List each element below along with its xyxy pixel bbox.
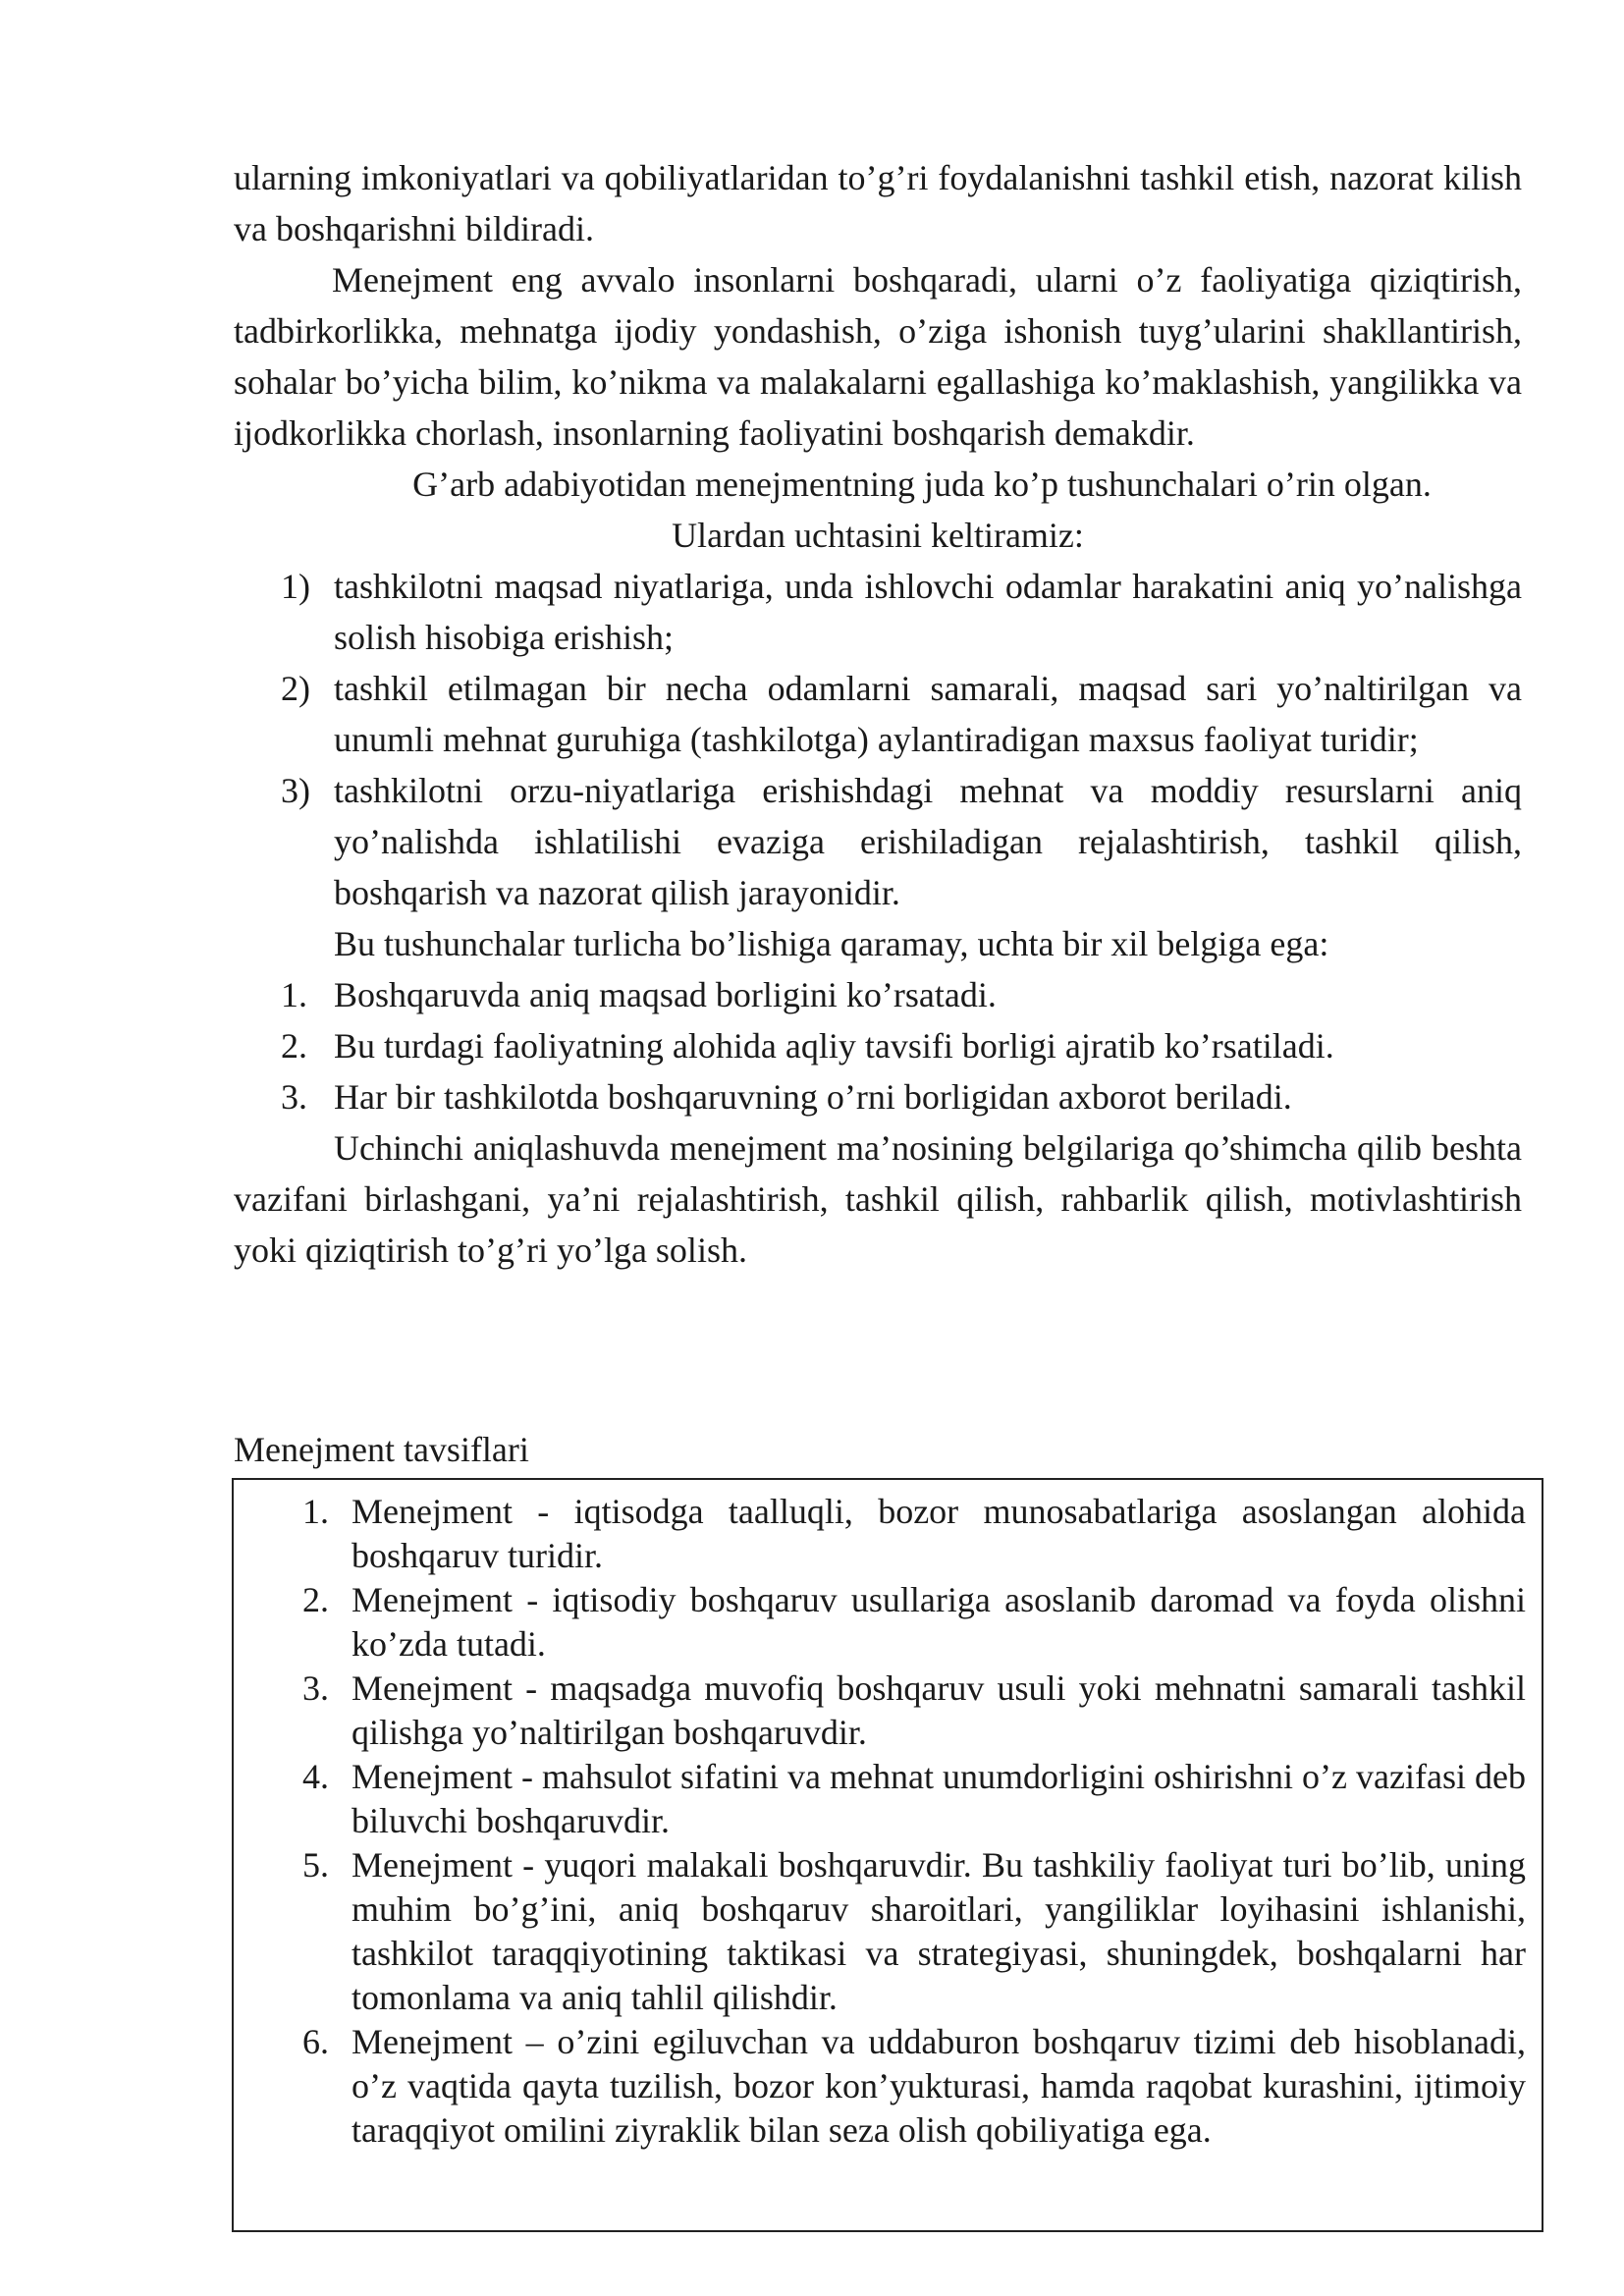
list-text: Menejment - iqtisodiy boshqaruv usullariga asoslanib daromad va foyda olishni ko’zda tutadi.: [352, 1580, 1526, 1664]
list-text: tashkilotni maqsad niyatlariga, unda ishlovchi odamlar harakatini aniq yo’nalishga solish hisobiga erishish;: [334, 567, 1522, 657]
box-list-item: [302, 1755, 1526, 1843]
definitions-list: [234, 561, 1522, 918]
list-text: Menejment - maqsadga muvofiq boshqaruv usuli yoki mehnatni samarali tashkil qilishga yo’naltirilgan boshqaruvdir.: [352, 1668, 1526, 1752]
box-list: [302, 1490, 1526, 2153]
bordered-box: [232, 1478, 1543, 2232]
list-text: Bu turdagi faoliyatning alohida aqliy tavsifi borligi ajratib ko’rsatiladi.: [334, 1026, 1334, 1066]
summary-intro: Bu tushunchalar turlicha bo’lishiga qaramay, uchta bir xil belgiga ega:: [334, 924, 1329, 963]
list-number: 1.: [281, 975, 307, 1014]
features-list: [234, 969, 1522, 1122]
list-number: 1): [281, 567, 310, 606]
list-number: 3.: [302, 1668, 329, 1708]
list-item: [234, 663, 1522, 765]
list-number: 1.: [302, 1492, 329, 1531]
list-item: [234, 1020, 1522, 1071]
list-number: 2): [281, 669, 310, 708]
box-list-item: [302, 1490, 1526, 1578]
list-number: 4.: [302, 1757, 329, 1796]
box-heading: Menejment tavsiflari: [234, 1430, 529, 1469]
list-item: [234, 1071, 1522, 1122]
main-text: [234, 152, 1522, 1276]
box-list-item: [302, 1578, 1526, 1667]
box-list-item: [302, 2020, 1526, 2153]
paragraph-closing: Uchinchi aniqlashuvda menejment ma’nosining belgilariga qo’shimcha qilib beshta vazifani birlashgani, ya’ni rejalashtirish, tashkil qilish, rahbarlik qilish, motivlashtirish yoki qiziqtirish to’g’ri yo’lga solish.: [234, 1128, 1522, 1270]
list-number: 3.: [281, 1077, 307, 1117]
list-item: [234, 561, 1522, 663]
list-number: 3): [281, 771, 310, 810]
paragraph-menejment: Menejment eng avvalo insonlarni boshqaradi, ularni o’z faoliyatiga qiziqtirish, tadbirkorlikka, mehnatga ijodiy yondashish, o’ziga ishonish tuyg’ularini shakllantirish, sohalar bo’yicha bilim, ko’nikma va malakalarni egallashiga ko’maklashish, yangilikka va ijodkorlikka chorlash, insonlarning faoliyatini boshqarish demakdir.: [234, 260, 1522, 453]
list-number: 5.: [302, 1845, 329, 1885]
list-item: [234, 969, 1522, 1020]
list-number: 6.: [302, 2022, 329, 2061]
centered-line-2: Ulardan uchtasini keltiramiz:: [672, 516, 1084, 555]
list-number: 2.: [281, 1026, 307, 1066]
box-list-item: [302, 1843, 1526, 2020]
list-item: [234, 765, 1522, 918]
list-text: tashkil etilmagan bir necha odamlarni samarali, maqsad sari yo’naltirilgan va unumli mehnat guruhiga (tashkilotga) aylantiradigan maxsus faoliyat turidir;: [334, 669, 1522, 759]
list-text: tashkilotni orzu-niyatlariga erishishdagi mehnat va moddiy resurslarni aniq yo’nalishda ishlatilishi evaziga erishiladigan rejalashtirish, tashkil qilish, boshqarish va nazorat qilish jarayonidir.: [334, 771, 1522, 912]
list-number: 2.: [302, 1580, 329, 1619]
list-text: Har bir tashkilotda boshqaruvning o’rni borligidan axborot beriladi.: [334, 1077, 1292, 1117]
list-text: Menejment - yuqori malakali boshqaruvdir. Bu tashkiliy faoliyat turi bo’lib, uning muhim bo’g’ini, aniq boshqaruv sharoitlari, yangiliklar loyihasini ishlanishi, tashkilot taraqqiyotining taktikasi va strategiyasi, shuningdek, boshqalarni har tomonlama va aniq tahlil qilishdir.: [352, 1845, 1526, 2017]
list-text: Menejment – o’zini egiluvchan va uddaburon boshqaruv tizimi deb hisoblanadi, o’z vaqtida qayta tuzilish, bozor kon’yukturasi, hamda raqobat kurashini, ijtimoiy taraqqiyot omilini ziyraklik bilan seza olish qobiliyatiga ega.: [352, 2022, 1526, 2150]
list-text: Boshqaruvda aniq maqsad borligini ko’rsatadi.: [334, 975, 997, 1014]
paragraph-continuation: ularning imkoniyatlari va qobiliyatlaridan to’g’ri foydalanishni tashkil etish, nazorat kilish va boshqarishni bildiradi.: [234, 158, 1522, 248]
box-list-item: [302, 1667, 1526, 1755]
centered-line-1: G’arb adabiyotidan menejmentning juda ko’p tushunchalari o’rin olgan.: [412, 465, 1432, 504]
list-text: Menejment - mahsulot sifatini va mehnat unumdorligini oshirishni o’z vazifasi deb biluvchi boshqaruvdir.: [352, 1757, 1526, 1840]
list-text: Menejment - iqtisodga taalluqli, bozor munosabatlariga asoslangan alohida boshqaruv turidir.: [352, 1492, 1526, 1575]
